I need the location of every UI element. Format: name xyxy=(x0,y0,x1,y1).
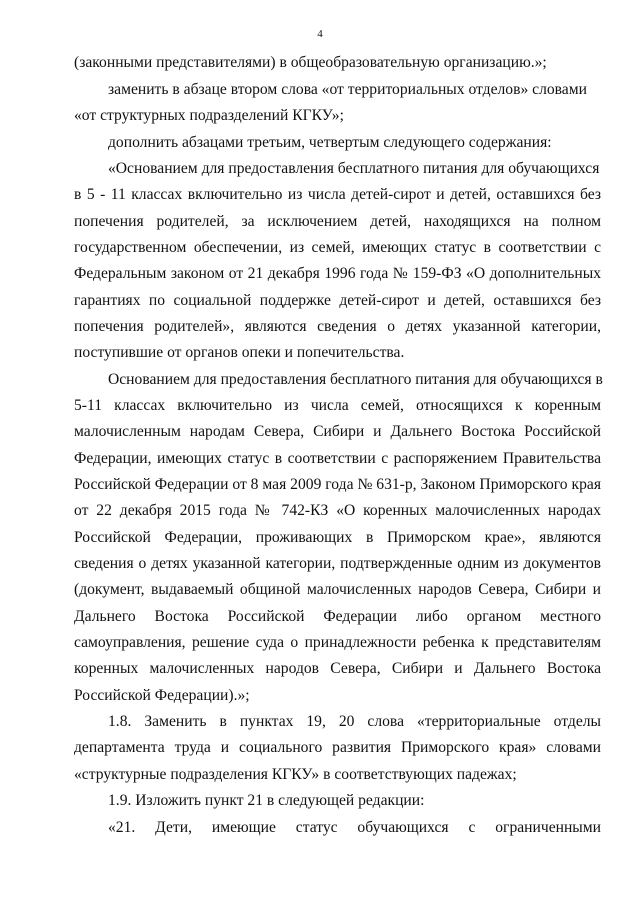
text-line: 1.9. Изложить пункт 21 в следующей редакции: xyxy=(108,792,425,809)
text-line: самоуправления, решение суда о принадлежности ребенка к представителям xyxy=(74,634,601,651)
text-line: сведения о детях указанной категории, подтвержденные одним из документов xyxy=(74,555,601,572)
text-line: 1.8. Заменить в пунктах 19, 20 слова «территориальные отделы xyxy=(108,713,601,730)
text-line: попечения родителей», являются сведения о детях указанной категории, xyxy=(74,318,601,335)
text-line: поступившие от органов опеки и попечительства. xyxy=(74,344,405,361)
text-line: Российской Федерации, проживающих в Приморском крае», являются xyxy=(74,529,601,546)
text-line: Дальнего Востока Российской Федерации либо органом местного xyxy=(74,608,601,625)
text-line: Основанием для предоставления бесплатного питания для обучающихся в xyxy=(108,371,603,388)
text-line: Российской Федерации от 8 мая 2009 года № 631-р, Законом Приморского края xyxy=(74,476,601,493)
text-line: департамента труда и социального развития Приморского края» словами xyxy=(74,739,601,756)
text-line: (документ, выдаваемый общиной малочисленных народов Севера, Сибири и xyxy=(74,581,601,598)
page-number: 4 xyxy=(317,28,323,40)
text-line: от 22 декабря 2015 года № 742-КЗ «О коренных малочисленных народах xyxy=(74,502,601,519)
text-line: 5-11 классах включительно из числа семей, относящихся к коренным xyxy=(74,397,601,414)
text-line: малочисленным народам Севера, Сибири и Дальнего Востока Российской xyxy=(74,423,601,440)
text-line: в 5 - 11 классах включительно из числа детей-сирот и детей, оставшихся без xyxy=(74,186,601,203)
text-line: заменить в абзаце втором слова «от территориальных отделов» словами xyxy=(108,81,587,98)
text-line: (законными представителями) в общеобразовательную организацию.»; xyxy=(74,54,547,71)
text-line: «от структурных подразделений КГКУ»; xyxy=(74,107,344,124)
text-line: «21. Дети, имеющие статус обучающихся с ограниченными xyxy=(108,819,601,836)
text-line: дополнить абзацами третьим, четвертым следующего содержания: xyxy=(108,134,552,151)
text-line: государственном обеспечении, из семей, имеющих статус в соответствии с xyxy=(74,239,601,256)
text-line: Федеральным законом от 21 декабря 1996 года № 159-ФЗ «О дополнительных xyxy=(74,265,601,282)
text-line: Федерации, имеющих статус в соответствии с распоряжением Правительства xyxy=(74,450,601,467)
text-line: «структурные подразделения КГКУ» в соответствующих падежах; xyxy=(74,766,517,783)
text-line: «Основанием для предоставления бесплатного питания для обучающихся xyxy=(108,160,600,177)
text-line: Российской Федерации).»; xyxy=(74,687,250,704)
text-line: попечения родителей, за исключением детей, находящихся на полном xyxy=(74,213,601,230)
text-line: гарантиях по социальной поддержке детей-сирот и детей, оставшихся без xyxy=(74,292,601,309)
text-line: коренных малочисленных народов Севера, Сибири и Дальнего Востока xyxy=(74,660,601,677)
